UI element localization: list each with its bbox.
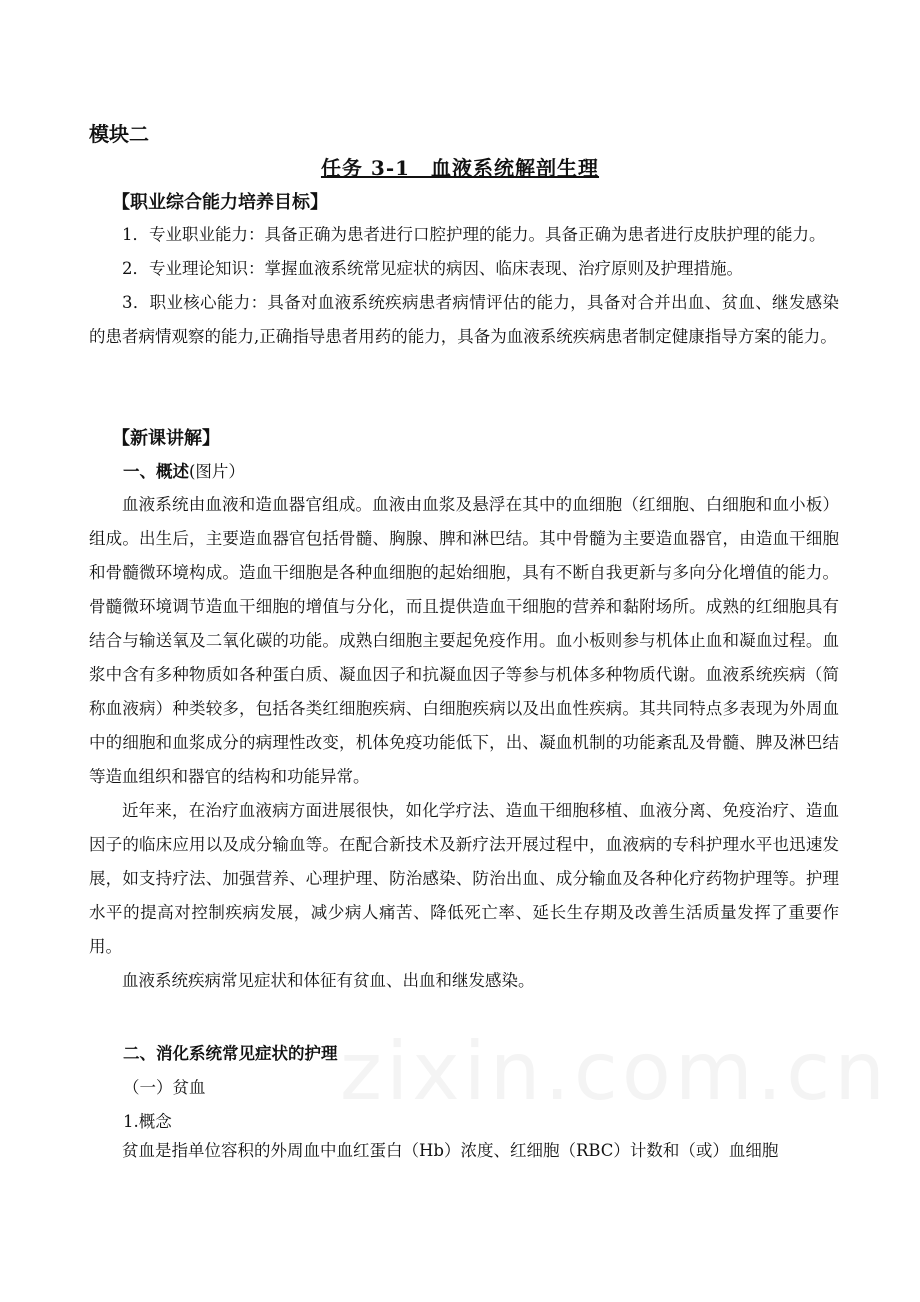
goal-item: 3．职业核心能力：具备对血液系统疾病患者病情评估的能力，具备对合并出血、贫血、继发感染的患者病情观察的能力,正确指导患者用药的能力，具备为血液系统疾病患者制定健康指导方案的能力。 (89, 293, 839, 346)
paragraph: 近年来，在治疗血液病方面进展很快，如化学疗法、造血干细胞移植、血液分离、免疫治疗、造血因子的临床应用以及成分输血等。在配合新技术及新疗法开展过程中，血液病的专科护理水平也迅速发展，如支持疗法、加强营养、心理护理、防治感染、防治出血、成分输血及各种化疗药物护理等。护理水平的提高对控制疾病发展，减少病人痛苦、降低死亡率、延长生存期及改善生活质量发挥了重要作用。 (89, 801, 839, 956)
section-heading-goals: 【职业综合能力培养目标】 (112, 192, 328, 213)
paragraph: 血液系统由血液和造血器官组成。血液由血浆及悬浮在其中的血细胞（红细胞、白细胞和血小板）组成。出生后，主要造血器官包括骨髓、胸腺、脾和淋巴结。其中骨髓为主要造血器官，由造血干细胞和骨髓微环境构成。造血干细胞是各种血细胞的起始细胞，具有不断自我更新与多向分化增值的能力。骨髓微环境调节造血干细胞的增值与分化，而且提供造血干细胞的营养和黏附场所。成熟的红细胞具有结合与输送氧及二氧化碳的功能。成熟白细胞主要起免疫作用。血小板则参与机体止血和凝血过程。血浆中含有多种物质如各种蛋白质、凝血因子和抗凝血因子等参与机体多种物质代谢。血液系统疾病（简称血液病）种类较多，包括各类红细胞疾病、白细胞疾病以及出血性疾病。其共同特点多表现为外周血中的细胞和血浆成分的病理性改变，机体免疫功能低下，出、凝血机制的功能紊乱及骨髓、脾及淋巴结等造血组织和器官的结构和功能异常。 (89, 495, 839, 786)
subheading-concept: 1.概念 (123, 1112, 172, 1131)
overview-body (89, 488, 839, 998)
watermark: zixin.com.cn (340, 1025, 889, 1118)
heading-overview (123, 458, 245, 482)
page-title: 任务 3-1 血液系统解剖生理 (320, 156, 600, 180)
goal-item: 2．专业理论知识：掌握血液系统常见症状的病因、临床表现、治疗原则及护理措施。 (122, 259, 743, 278)
subheading-anemia: （一）贫血 (123, 1078, 206, 1097)
goal-item: 1．专业职业能力：具备正确为患者进行口腔护理的能力。具备正确为患者进行皮肤护理的能力。 (122, 225, 826, 244)
heading-symptom-care: 二、消化系统常见症状的护理 (123, 1044, 338, 1063)
paragraph: 血液系统疾病常见症状和体征有贫血、出血和继发感染。 (122, 971, 535, 990)
heading-overview-bold: 一、概述 (123, 462, 189, 481)
module-label: 模块二 (89, 122, 149, 146)
heading-overview-note: (图片） (189, 462, 245, 481)
section-heading-lecture: 【新课讲解】 (112, 428, 220, 449)
paragraph: 贫血是指单位容积的外周血中血红蛋白（Hb）浓度、红细胞（RBC）计数和（或）血细胞 (122, 1141, 779, 1160)
goals-list (89, 218, 839, 354)
anemia-body (89, 1134, 839, 1168)
